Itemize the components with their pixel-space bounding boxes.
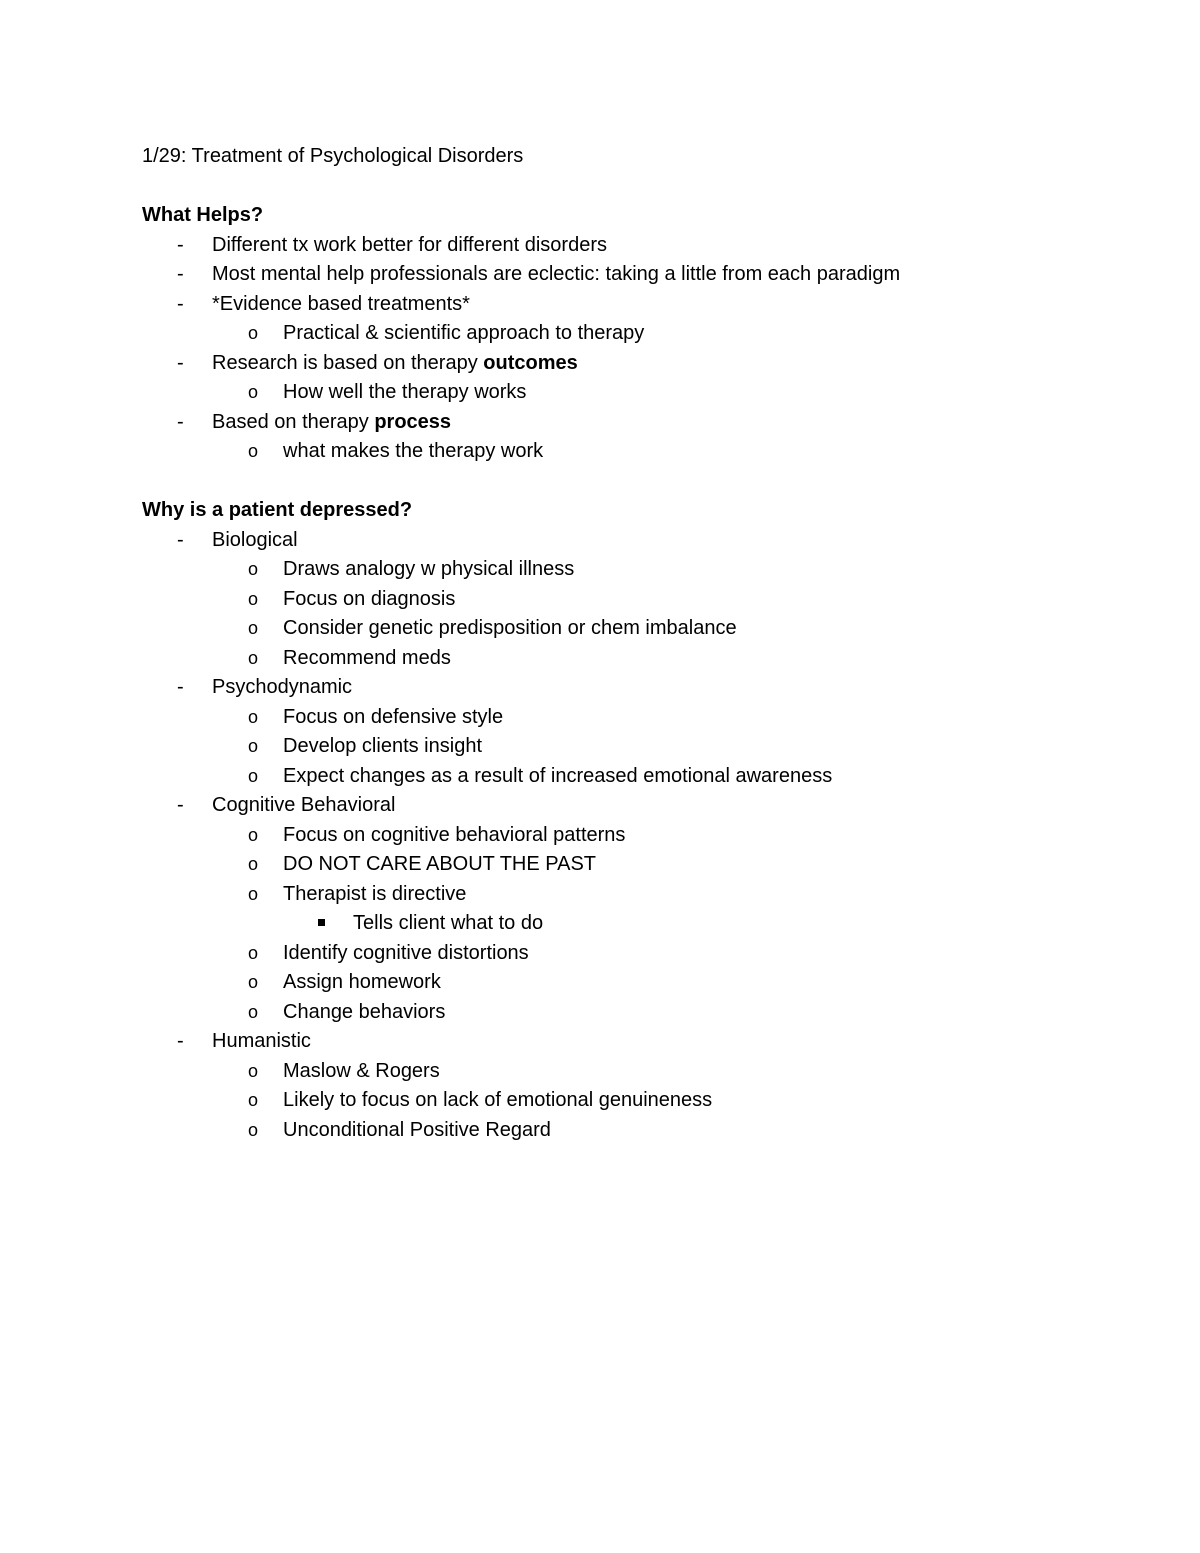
circle-bullet: o: [248, 1060, 259, 1081]
circle-bullet: o: [248, 765, 259, 786]
list-item-text: what makes the therapy work: [283, 440, 544, 462]
sub-list-item: [142, 703, 1042, 733]
sub-list-item: [142, 732, 1042, 762]
list-item-text: Draws analogy w physical illness: [283, 558, 575, 580]
circle-bullet: o: [248, 736, 259, 756]
sub-list-item: [142, 762, 1042, 792]
sub-list-item: [142, 1086, 1042, 1116]
list-item-text: Cognitive Behavioral: [212, 794, 396, 816]
list-item-text: Based on therapy: [212, 410, 375, 433]
list-item-text: Biological: [212, 528, 298, 551]
circle-bullet: o: [248, 883, 259, 904]
circle-bullet: o: [248, 1001, 259, 1022]
list-item-text: Change behaviors: [283, 1000, 446, 1023]
list-item: [142, 1027, 1042, 1057]
dash-bullet: -: [177, 263, 184, 285]
dash-bullet: -: [177, 528, 184, 551]
circle-bullet: o: [248, 972, 259, 992]
list-item-text: Recommend meds: [283, 646, 451, 669]
emphasis-text: outcomes: [483, 351, 578, 374]
list-item-text: Therapist is directive: [283, 882, 467, 905]
dash-bullet: -: [177, 1030, 184, 1052]
circle-bullet: o: [248, 382, 259, 402]
circle-bullet: o: [248, 1090, 259, 1110]
list-item-text: Identify cognitive distortions: [283, 941, 529, 964]
list-item-text: Develop clients insight: [283, 735, 482, 757]
dash-bullet: -: [177, 351, 184, 374]
list-item-text: Focus on cognitive behavioral patterns: [283, 823, 626, 846]
circle-bullet: o: [248, 706, 259, 727]
circle-bullet: o: [248, 559, 259, 579]
list-item: [142, 349, 1042, 379]
circle-bullet: o: [248, 824, 259, 845]
list-item-text: Most mental help professionals are eclectic: taking a little from each paradigm: [212, 263, 901, 285]
sub-list-item: [142, 850, 1042, 880]
list-item-text: Focus on defensive style: [283, 705, 504, 728]
list-item-text: Consider genetic predisposition or chem imbalance: [283, 617, 737, 639]
list-item-text: Expect changes as a result of increased emotional awareness: [283, 764, 833, 787]
list-item-text: Psychodynamic: [212, 676, 353, 698]
circle-bullet: o: [248, 588, 259, 609]
list-item-text: How well the therapy works: [283, 381, 527, 403]
sub-list-item: [142, 319, 1042, 349]
list-item-text: Practical & scientific approach to therapy: [283, 322, 645, 344]
list-item-text: Different tx work better for different disorders: [212, 233, 607, 256]
list-item: [142, 408, 1042, 438]
circle-bullet: o: [248, 1119, 259, 1140]
sub-list-item: [142, 644, 1042, 674]
sub-list-item: [142, 555, 1042, 585]
circle-bullet: o: [248, 647, 259, 668]
circle-bullet: o: [248, 323, 259, 343]
dash-bullet: -: [177, 794, 184, 816]
list-item-text: *Evidence based treatments*: [212, 292, 470, 315]
section-heading-what-helps: What Helps?: [142, 204, 264, 226]
sub-list-item: [142, 1057, 1042, 1087]
sub-list-item: [142, 1116, 1042, 1146]
list-item-text: Assign homework: [283, 971, 441, 993]
dash-bullet: -: [177, 292, 184, 315]
circle-bullet: o: [248, 618, 259, 638]
list-item: [142, 260, 1042, 290]
sub-sub-list-item: [142, 909, 1042, 939]
sub-list-item: [142, 437, 1042, 467]
list-item-text: Humanistic: [212, 1030, 311, 1052]
circle-bullet: o: [248, 441, 259, 461]
list-item-text: Maslow & Rogers: [283, 1059, 440, 1082]
sub-list-item: [142, 939, 1042, 969]
sub-list-item: [142, 585, 1042, 615]
list-item: [142, 526, 1042, 556]
sub-list-item: [142, 614, 1042, 644]
emphasis-text: process: [374, 410, 452, 433]
circle-bullet: o: [248, 942, 259, 963]
dash-bullet: -: [177, 233, 184, 256]
document-title: 1/29: Treatment of Psychological Disorders: [142, 145, 524, 167]
list-item: [142, 231, 1042, 261]
list-item: [142, 290, 1042, 320]
list-item-text: Tells client what to do: [353, 912, 544, 934]
list-item: [142, 673, 1042, 703]
section-heading-why-depressed: Why is a patient depressed?: [142, 499, 413, 521]
sub-list-item: [142, 378, 1042, 408]
list-item-text: DO NOT CARE ABOUT THE PAST: [283, 853, 597, 875]
sub-list-item: [142, 968, 1042, 998]
list-item-text: Unconditional Positive Regard: [283, 1118, 551, 1141]
document-body: [142, 142, 1042, 1145]
sub-list-item: [142, 821, 1042, 851]
spacer: [142, 172, 1042, 202]
circle-bullet: o: [248, 854, 259, 874]
list-item-text: Focus on diagnosis: [283, 587, 456, 610]
dash-bullet: -: [177, 410, 184, 433]
spacer: [142, 467, 1042, 497]
square-bullet-icon: [318, 909, 325, 939]
sub-list-item: [142, 998, 1042, 1028]
list-item: [142, 791, 1042, 821]
list-item-text: Research is based on therapy: [212, 351, 484, 374]
dash-bullet: -: [177, 676, 184, 698]
sub-list-item: [142, 880, 1042, 910]
list-item-text: Likely to focus on lack of emotional genuineness: [283, 1089, 713, 1111]
